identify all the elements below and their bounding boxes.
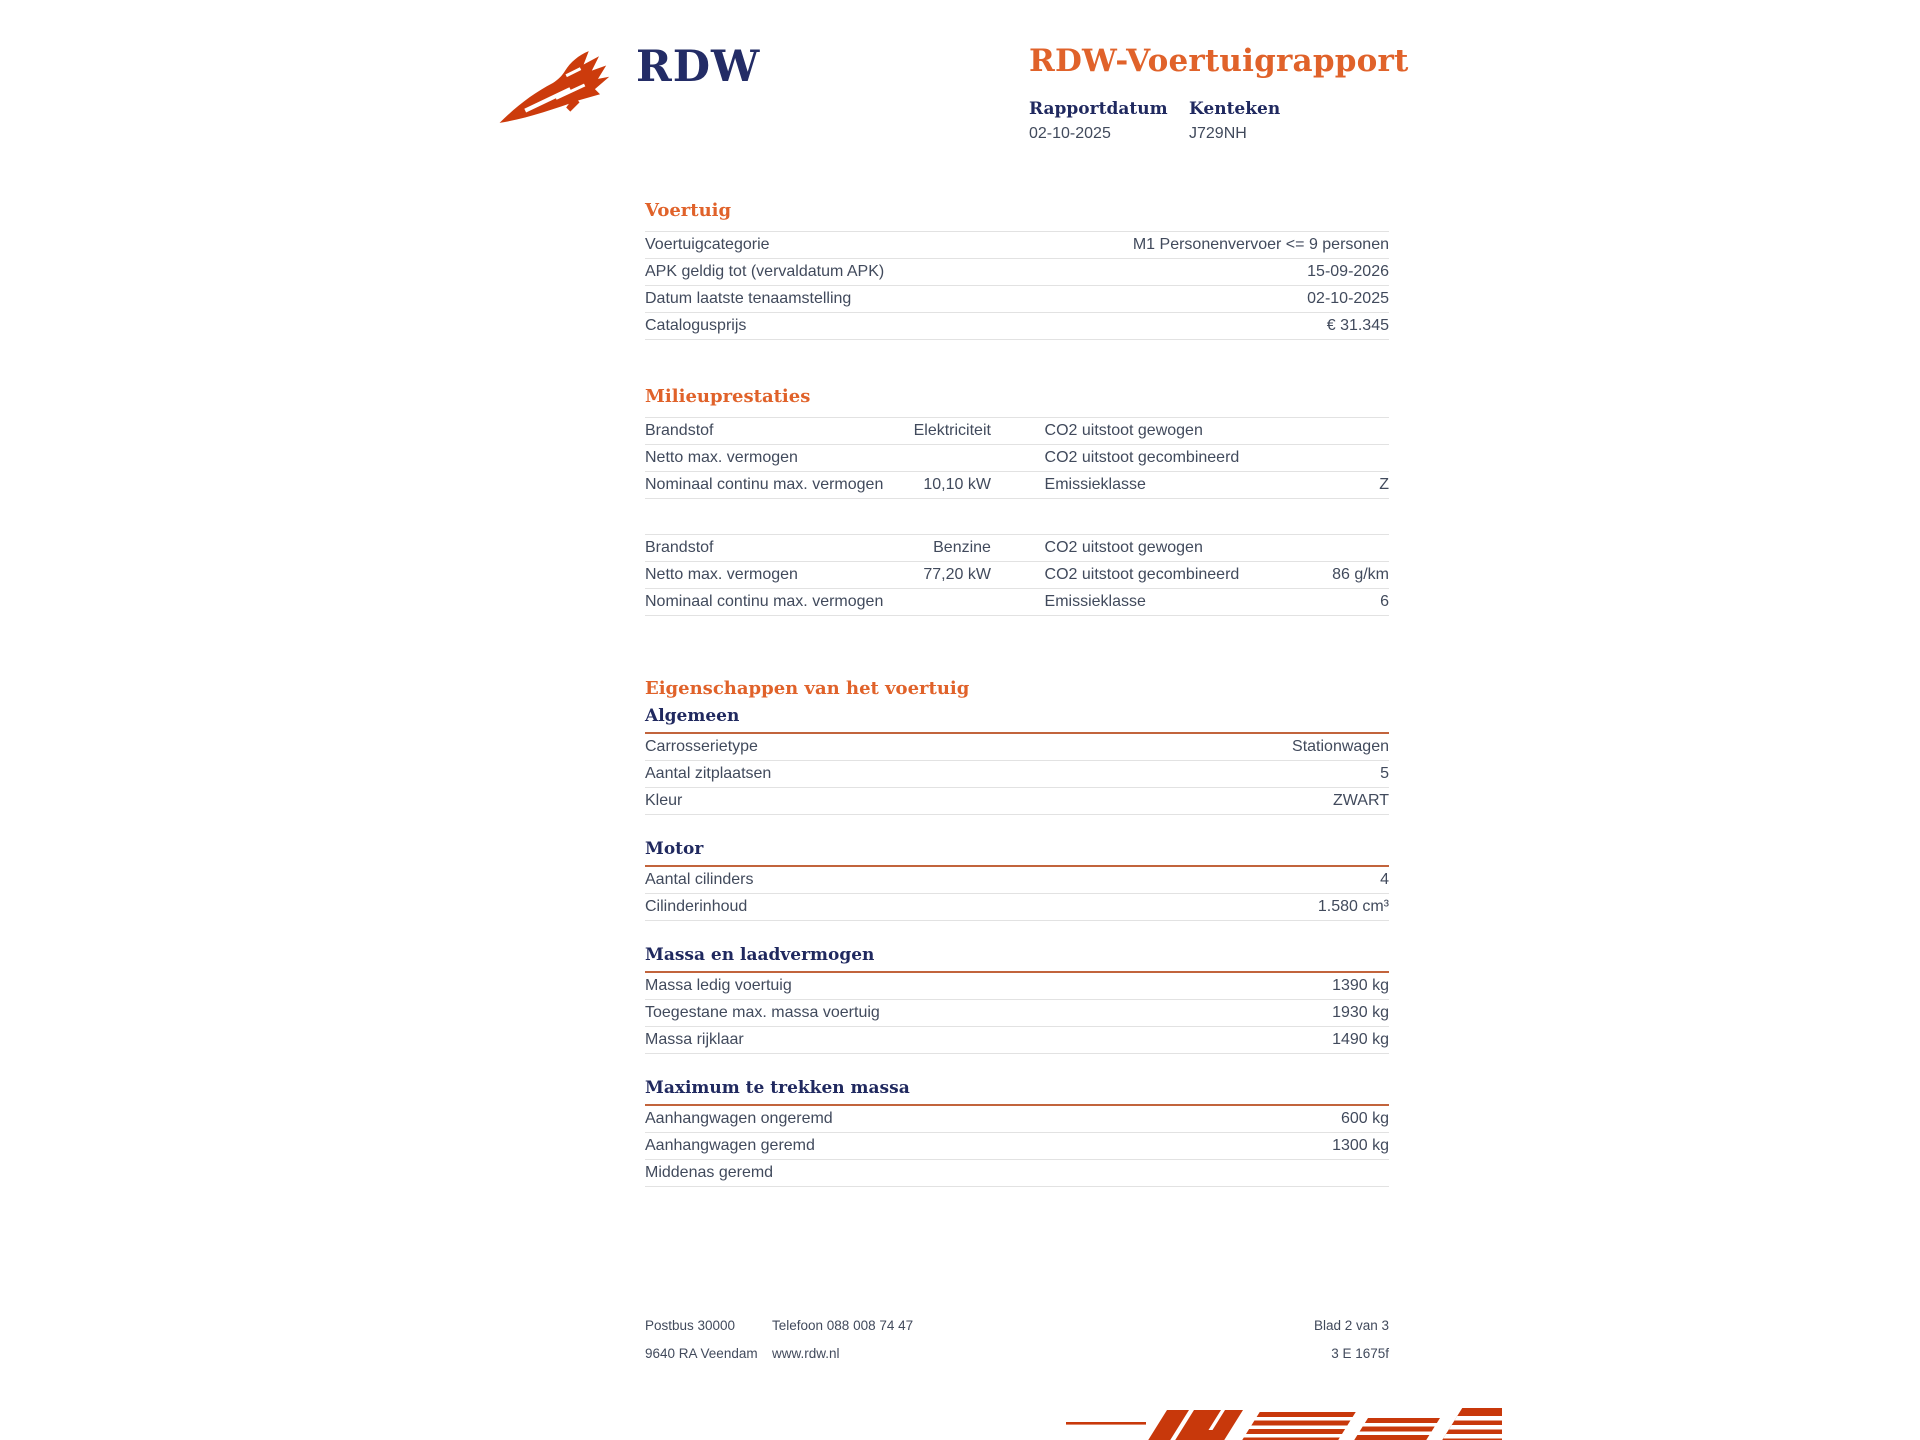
subsection-title: Massa en laadvermogen: [645, 945, 1389, 973]
table-row: [645, 1160, 1389, 1187]
row-label: Voertuigcategorie: [645, 236, 770, 253]
table-row: [645, 589, 1389, 616]
subsection-massa: [645, 945, 1389, 1054]
row-value: 1390 kg: [1332, 977, 1389, 994]
row-label: CO2 uitstoot gewogen: [1044, 539, 1203, 556]
row-value: 15-09-2026: [1307, 263, 1389, 280]
footer-website: www.rdw.nl: [772, 1346, 840, 1361]
report-body: [645, 200, 1389, 1187]
section-title-eigenschappen: Eigenschappen van het voertuig: [645, 678, 970, 699]
table-row: [645, 1000, 1389, 1027]
table-row: [645, 562, 1389, 589]
subsection-title: Motor: [645, 839, 1389, 867]
table-row: [645, 1106, 1389, 1133]
row-label: CO2 uitstoot gecombineerd: [1044, 449, 1240, 466]
row-label: CO2 uitstoot gecombineerd: [1044, 566, 1240, 583]
milieu-table-electric: [645, 417, 1389, 499]
table-row: [645, 894, 1389, 921]
row-value: 86 g/km: [1332, 566, 1389, 583]
row-value: Z: [1379, 476, 1389, 493]
row-value: 1490 kg: [1332, 1031, 1389, 1048]
voertuig-table: [645, 231, 1389, 340]
trekken-massa-table: [645, 1106, 1389, 1187]
footer-address-1: Postbus 30000: [645, 1318, 736, 1333]
row-value: € 31.345: [1326, 317, 1389, 334]
report-date-label: Rapportdatum: [1029, 99, 1168, 120]
table-row: [645, 445, 1389, 472]
row-value: 10,10 kW: [923, 476, 991, 493]
section-title-voertuig: Voertuig: [645, 200, 732, 221]
table-gap: [645, 499, 1389, 525]
massa-table: [645, 973, 1389, 1054]
rdw-wordmark: RDW: [636, 42, 761, 92]
table-row: [645, 231, 1389, 259]
table-row: [645, 472, 1389, 499]
section-eigenschappen: [645, 678, 1389, 1187]
row-label: Catalogusprijs: [645, 317, 747, 334]
row-label: Carrosserietype: [645, 738, 758, 755]
row-label: Netto max. vermogen: [645, 449, 798, 466]
subsection-title: Maximum te trekken massa: [645, 1078, 1389, 1106]
section-title-milieuprestaties: Milieuprestaties: [645, 386, 811, 407]
row-label: Massa rijklaar: [645, 1031, 744, 1048]
subsection-algemeen: [645, 706, 1389, 815]
rdw-feather-icon: [496, 44, 620, 126]
row-label: Middenas geremd: [645, 1164, 774, 1181]
report-date-block: [1029, 99, 1189, 143]
row-label: Aanhangwagen geremd: [645, 1137, 815, 1154]
row-label: CO2 uitstoot gewogen: [1044, 422, 1203, 439]
row-label: APK geldig tot (vervaldatum APK): [645, 263, 885, 280]
report-date-value: 02-10-2025: [1029, 125, 1111, 143]
license-plate-block: [1189, 99, 1349, 143]
row-label: Emissieklasse: [1044, 476, 1146, 493]
row-value: 600 kg: [1340, 1110, 1389, 1127]
row-value: 02-10-2025: [1307, 290, 1389, 307]
row-label: Nominaal continu max. vermogen: [645, 593, 884, 610]
subsection-motor: [645, 839, 1389, 921]
table-row: [645, 313, 1389, 340]
row-value: 1930 kg: [1332, 1004, 1389, 1021]
report-header: [1029, 44, 1409, 143]
row-value: Benzine: [933, 539, 991, 556]
license-plate-label: Kenteken: [1189, 99, 1281, 120]
row-value: 6: [1380, 593, 1389, 610]
section-milieuprestaties: [645, 386, 1389, 616]
table-row: [645, 734, 1389, 761]
table-row: [645, 534, 1389, 562]
row-label: Toegestane max. massa voertuig: [645, 1004, 880, 1021]
table-row: [645, 867, 1389, 894]
footer-page-number: Blad 2 van 3: [1313, 1318, 1389, 1333]
row-value: ZWART: [1333, 792, 1389, 809]
footer-line-1: [645, 1318, 1389, 1333]
report-meta: [1029, 99, 1409, 143]
row-label: Emissieklasse: [1044, 593, 1146, 610]
row-label: Aantal zitplaatsen: [645, 765, 772, 782]
footer-address-2: 9640 RA Veendam: [645, 1346, 758, 1361]
row-label: Aantal cilinders: [645, 871, 754, 888]
table-row: [645, 286, 1389, 313]
table-row: [645, 761, 1389, 788]
footer-line-2: [645, 1346, 1389, 1361]
row-value: 4: [1380, 871, 1389, 888]
row-value: 1300 kg: [1332, 1137, 1389, 1154]
rdw-stripe-graphic-icon: [1066, 1402, 1502, 1440]
row-value: 5: [1380, 765, 1389, 782]
table-row: [645, 417, 1389, 445]
table-row: [645, 788, 1389, 815]
row-value: Stationwagen: [1292, 738, 1389, 755]
row-value: 1.580 cm³: [1317, 898, 1389, 915]
motor-table: [645, 867, 1389, 921]
page-title: RDW-Voertuigrapport: [1029, 43, 1409, 79]
rdw-logo: [496, 44, 760, 126]
row-label: Cilinderinhoud: [645, 898, 748, 915]
row-label: Datum laatste tenaamstelling: [645, 290, 852, 307]
row-label: Aanhangwagen ongeremd: [645, 1110, 833, 1127]
subsection-trekken-massa: [645, 1078, 1389, 1187]
row-label: Brandstof: [645, 539, 714, 556]
footer-phone: Telefoon 088 008 74 47: [772, 1318, 914, 1333]
table-row: [645, 973, 1389, 1000]
milieu-table-petrol: [645, 534, 1389, 616]
row-value: 77,20 kW: [923, 566, 991, 583]
table-row: [645, 259, 1389, 286]
page-footer: [645, 1318, 1389, 1374]
row-label: Nominaal continu max. vermogen: [645, 476, 884, 493]
license-plate-value: J729NH: [1189, 125, 1247, 143]
row-label: Kleur: [645, 792, 683, 809]
algemeen-table: [645, 734, 1389, 815]
subsection-title: Algemeen: [645, 706, 1389, 734]
table-row: [645, 1133, 1389, 1160]
row-value: M1 Personenvervoer <= 9 personen: [1132, 236, 1389, 253]
row-label: Netto max. vermogen: [645, 566, 798, 583]
row-label: Brandstof: [645, 422, 714, 439]
row-value: Elektriciteit: [913, 422, 991, 439]
table-row: [645, 1027, 1389, 1054]
row-label: Massa ledig voertuig: [645, 977, 792, 994]
section-voertuig: [645, 200, 1389, 340]
footer-doc-code: 3 E 1675f: [1331, 1346, 1389, 1361]
